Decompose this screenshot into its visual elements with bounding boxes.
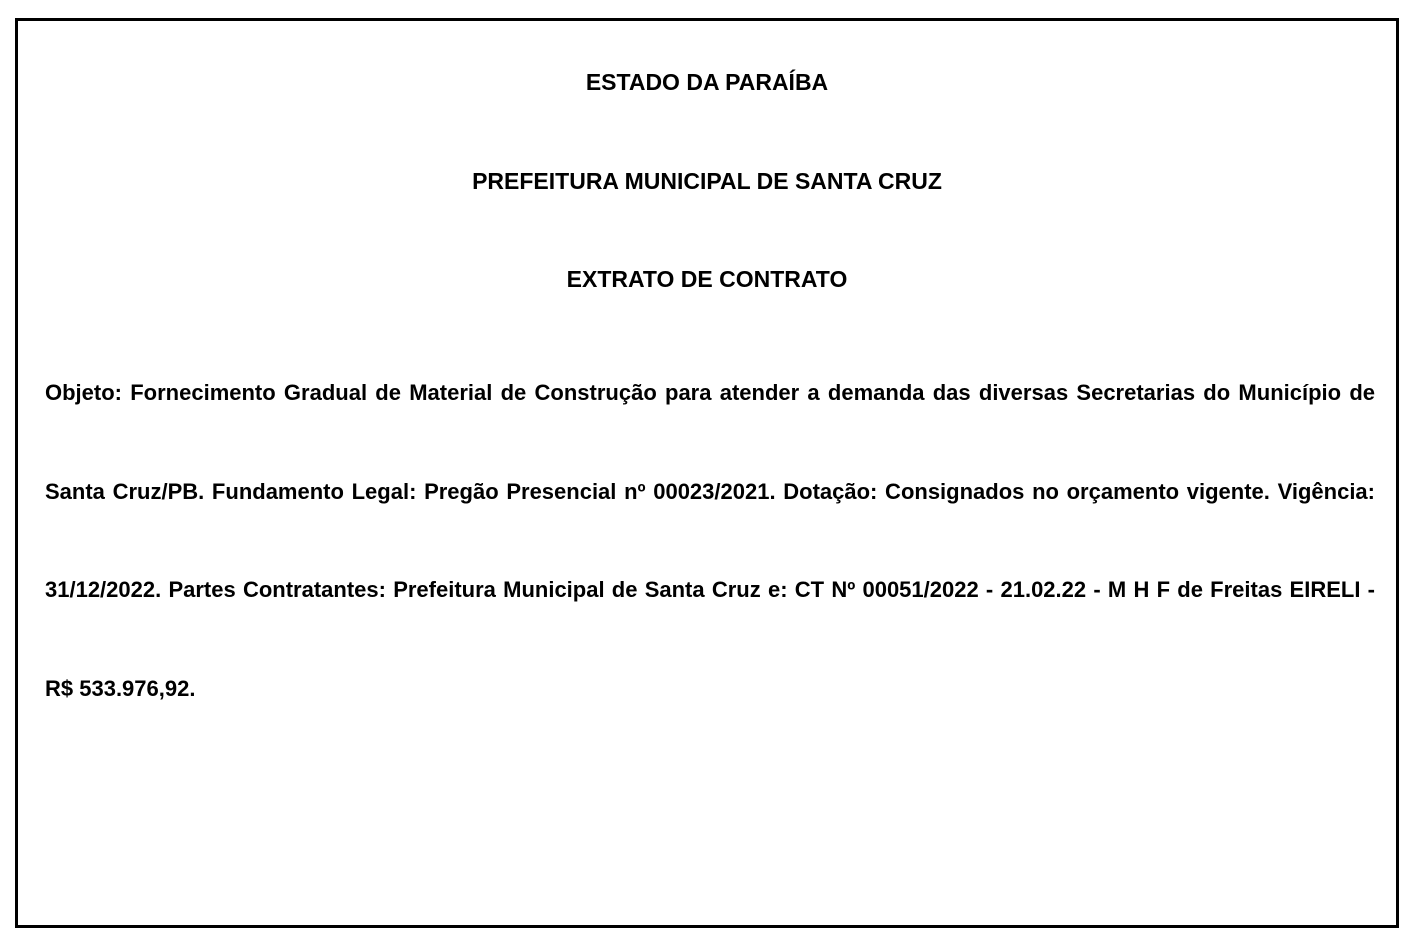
contract-extract-body: Objeto: Fornecimento Gradual de Material de Construção para atender a demanda das diversas Secretarias do Município de Santa Cruz/PB. Fundamento Legal: Pregão Presencial nº 00023/2021. Dotação: Consignados no orçamento vigente. Vigência: 31/12/2022. Partes Contratantes: Prefeitura Municipal de Santa Cruz e: CT Nº 00051/2022 - 21.02.22 - M H F de Freitas EIRELI - R$ 533.976,92.	[45, 380, 1375, 701]
document-title: EXTRATO DE CONTRATO	[566, 266, 848, 292]
municipality-heading: PREFEITURA MUNICIPAL DE SANTA CRUZ	[472, 168, 942, 194]
document-frame	[15, 18, 1399, 928]
state-heading: ESTADO DA PARAÍBA	[585, 69, 829, 95]
